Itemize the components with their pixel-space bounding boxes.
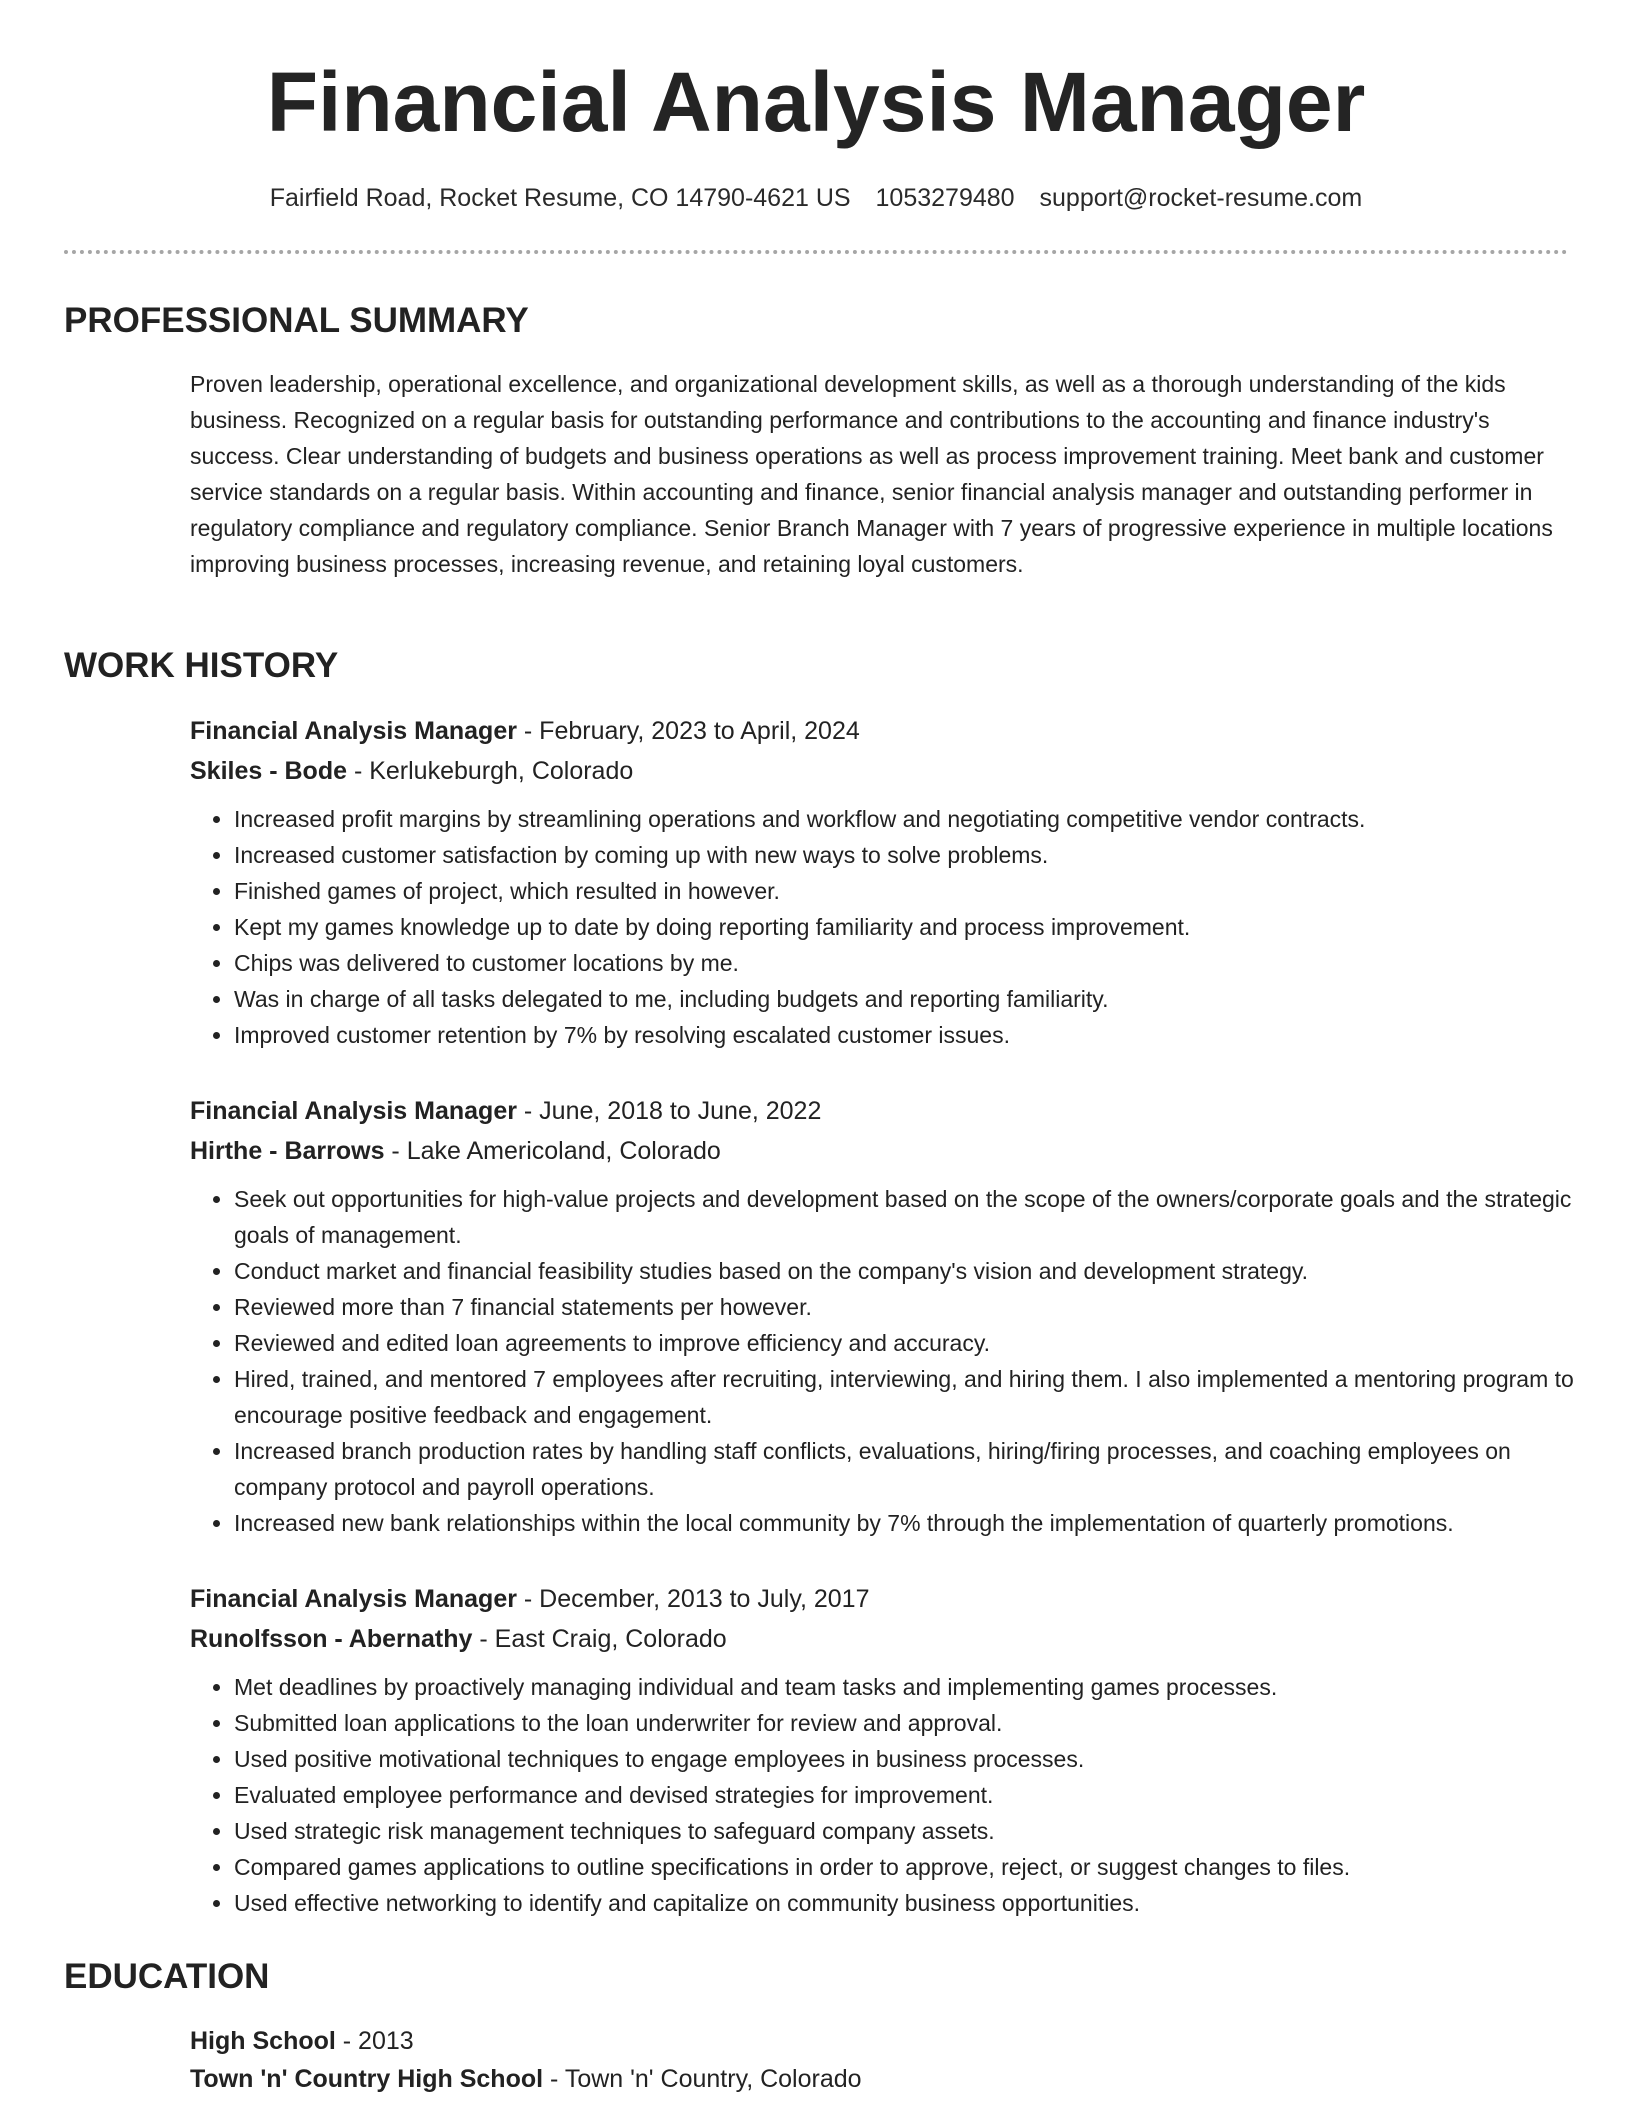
- header-divider: [64, 250, 1568, 254]
- job-bullet: • Used positive motivational techniques to engage employees in business processes.: [234, 1741, 1580, 1777]
- job-bullet: • Seek out opportunities for high-value projects and development based on the scope of the owners/corporate goals and the strategic goals of management.: [234, 1181, 1580, 1253]
- job-company-line: [190, 1619, 1580, 1659]
- job-bullet: • Hired, trained, and mentored 7 employees after recruiting, interviewing, and hiring them. I also implemented a mentoring program to encourage positive feedback and engagement.: [234, 1361, 1580, 1433]
- summary-heading: PROFESSIONAL SUMMARY: [64, 301, 529, 340]
- job-bullet: • Met deadlines by proactively managing individual and team tasks and implementing games processes.: [234, 1669, 1580, 1705]
- job-location: - East Craig, Colorado: [472, 1625, 727, 1653]
- job-title-line: [190, 1091, 1580, 1131]
- job-bullet: • Kept my games knowledge up to date by doing reporting familiarity and process improvement.: [234, 909, 1580, 945]
- job-location: - Lake Americoland, Colorado: [384, 1137, 721, 1165]
- job-bullet: • Reviewed more than 7 financial statements per however.: [234, 1289, 1580, 1325]
- education-year: - 2013: [335, 2027, 414, 2055]
- job-company-line: [190, 751, 1580, 791]
- job-bullet: • Used strategic risk management techniques to safeguard company assets.: [234, 1813, 1580, 1849]
- education-degree-line: [190, 2022, 1580, 2060]
- job-bullet: • Reviewed and edited loan agreements to improve efficiency and accuracy.: [234, 1325, 1580, 1361]
- education-location: - Town 'n' Country, Colorado: [543, 2065, 862, 2093]
- education-school-line: [190, 2060, 1580, 2098]
- job-bullet: • Conduct market and financial feasibility studies based on the company's vision and development strategy.: [234, 1253, 1580, 1289]
- contact-line: [0, 182, 1632, 214]
- summary-text: Proven leadership, operational excellence, and organizational development skills, as well as a thorough understanding of the kids business. Recognized on a regular basis for outstanding performance and contributions to the accounting and finance industry's success. Clear understanding of budgets and business operations as well as process improvement training. Meet bank and customer service standards on a regular basis. Within accounting and finance, senior financial analysis manager and outstanding performer in regulatory compliance and regulatory compliance. Senior Branch Manager with 7 years of progressive experience in multiple locations improving business processes, increasing revenue, and retaining loyal customers.: [190, 371, 1553, 577]
- job-bullet: • Evaluated employee performance and devised strategies for improvement.: [234, 1777, 1580, 1813]
- work-history-heading: WORK HISTORY: [64, 646, 339, 685]
- job-location: - Kerlukeburgh, Colorado: [347, 757, 634, 785]
- job-role: Financial Analysis Manager: [190, 717, 517, 745]
- job-company-line: [190, 1131, 1580, 1171]
- resume-name: Financial Analysis Manager: [266, 55, 1366, 149]
- job-bullet: • Compared games applications to outline specifications in order to approve, reject, or suggest changes to files.: [234, 1849, 1580, 1885]
- contact-phone: 1053279480: [875, 184, 1015, 212]
- job-bullet: • Submitted loan applications to the loan underwriter for review and approval.: [234, 1705, 1580, 1741]
- job-title-line: [190, 1579, 1580, 1619]
- job-bullet: • Increased new bank relationships within the local community by 7% through the implementation of quarterly promotions.: [234, 1505, 1580, 1541]
- job-dates: - February, 2023 to April, 2024: [516, 717, 860, 745]
- job-bullet: • Increased branch production rates by handling staff conflicts, evaluations, hiring/firing processes, and coaching employees on company protocol and payroll operations.: [234, 1433, 1580, 1505]
- job-bullet: • Increased profit margins by streamlining operations and workflow and negotiating competitive vendor contracts.: [234, 801, 1580, 837]
- job-bullet: • Chips was delivered to customer locations by me.: [234, 945, 1580, 981]
- job-dates: - December, 2013 to July, 2017: [516, 1585, 870, 1613]
- job-role: Financial Analysis Manager: [190, 1097, 517, 1125]
- job-bullet: • Was in charge of all tasks delegated to me, including budgets and reporting familiarity.: [234, 981, 1580, 1017]
- job-entry: [190, 1091, 1580, 1541]
- job-bullets: [190, 801, 1580, 1053]
- education-entry: [190, 2022, 1580, 2098]
- job-bullets: [190, 1181, 1580, 1541]
- job-bullet: • Improved customer retention by 7% by resolving escalated customer issues.: [234, 1017, 1580, 1053]
- job-dates: - June, 2018 to June, 2022: [516, 1097, 822, 1125]
- job-entry: [190, 711, 1580, 1053]
- job-title-line: [190, 711, 1580, 751]
- education-heading: EDUCATION: [64, 1957, 270, 1996]
- job-entry: [190, 1579, 1580, 1921]
- job-company: Runolfsson - Abernathy: [190, 1625, 473, 1653]
- education-school: Town 'n' Country High School: [190, 2065, 544, 2093]
- contact-email: support@rocket-resume.com: [1039, 184, 1363, 212]
- job-bullet: • Finished games of project, which resulted in however.: [234, 873, 1580, 909]
- job-company: Skiles - Bode: [190, 757, 347, 785]
- job-bullets: [190, 1669, 1580, 1921]
- job-company: Hirthe - Barrows: [190, 1137, 385, 1165]
- education-degree: High School: [190, 2027, 336, 2055]
- job-bullet: • Increased customer satisfaction by coming up with new ways to solve problems.: [234, 837, 1580, 873]
- contact-address: Fairfield Road, Rocket Resume, CO 14790-4621 US: [269, 184, 851, 212]
- job-bullet: • Used effective networking to identify and capitalize on community business opportunities.: [234, 1885, 1580, 1921]
- job-role: Financial Analysis Manager: [190, 1585, 517, 1613]
